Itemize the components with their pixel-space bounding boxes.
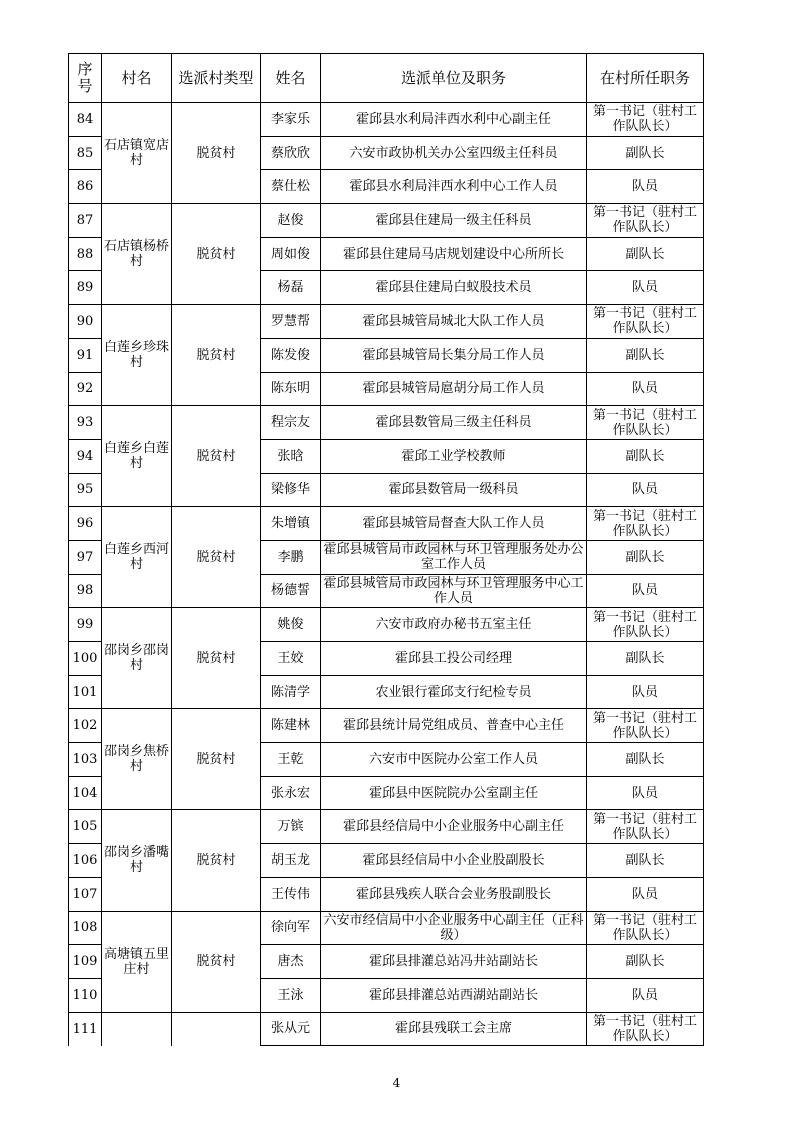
table-row <box>69 305 704 339</box>
name-cell: 杨德誓 <box>261 574 321 608</box>
village-role-cell: 副队长 <box>587 642 704 676</box>
unit-position-cell: 霍邱县工投公司经理 <box>321 642 587 676</box>
header-village: 村名 <box>102 54 172 103</box>
header-village-role: 在村所任职务 <box>587 54 704 103</box>
village-role-cell: 副队长 <box>587 844 704 878</box>
name-cell: 王姣 <box>261 642 321 676</box>
seq-cell: 85 <box>69 136 102 170</box>
unit-position-cell: 霍邱县城管局市政园林与环卫管理服务中心工作人员 <box>321 574 587 608</box>
seq-cell: 97 <box>69 540 102 574</box>
name-cell: 张永宏 <box>261 776 321 810</box>
seq-cell: 101 <box>69 675 102 709</box>
unit-position-cell: 六安市中医院办公室工作人员 <box>321 743 587 777</box>
unit-position-cell: 霍邱县排灌总站西湖站副站长 <box>321 978 587 1012</box>
name-cell: 王传伟 <box>261 877 321 911</box>
unit-position-cell: 霍邱县城管局市政园林与环卫管理服务处办公室工作人员 <box>321 540 587 574</box>
name-cell: 赵俊 <box>261 204 321 238</box>
seq-cell: 109 <box>69 945 102 979</box>
seq-cell: 99 <box>69 608 102 642</box>
header-name: 姓名 <box>261 54 321 103</box>
unit-position-cell: 霍邱县数管局三级主任科员 <box>321 406 587 440</box>
seq-cell: 96 <box>69 507 102 541</box>
unit-position-cell: 霍邱县排灌总站冯井站副站长 <box>321 945 587 979</box>
seq-cell: 106 <box>69 844 102 878</box>
name-cell: 李家乐 <box>261 103 321 137</box>
name-cell: 唐杰 <box>261 945 321 979</box>
name-cell: 陈东明 <box>261 372 321 406</box>
village-cell <box>102 1012 172 1046</box>
village-role-cell: 第一书记（驻村工作队队长） <box>587 204 704 238</box>
village-role-cell: 第一书记（驻村工作队队长） <box>587 911 704 945</box>
seq-cell: 92 <box>69 372 102 406</box>
name-cell: 李鹏 <box>261 540 321 574</box>
name-cell: 王泳 <box>261 978 321 1012</box>
village-type-cell: 脱贫村 <box>172 103 261 204</box>
village-cell: 白莲乡西河村 <box>102 507 172 608</box>
unit-position-cell: 六安市经信局中小企业服务中心副主任（正科级） <box>321 911 587 945</box>
name-cell: 万镔 <box>261 810 321 844</box>
village-type-cell: 脱贫村 <box>172 305 261 406</box>
unit-position-cell: 霍邱县残疾人联合会业务股副股长 <box>321 877 587 911</box>
village-role-cell: 副队长 <box>587 136 704 170</box>
name-cell: 王乾 <box>261 743 321 777</box>
seq-cell: 103 <box>69 743 102 777</box>
name-cell: 罗慧帮 <box>261 305 321 339</box>
seq-cell: 89 <box>69 271 102 305</box>
village-type-cell: 脱贫村 <box>172 911 261 1012</box>
seq-cell: 98 <box>69 574 102 608</box>
unit-position-cell: 霍邱县经信局中小企业股副股长 <box>321 844 587 878</box>
village-role-cell: 队员 <box>587 978 704 1012</box>
header-unit-position: 选派单位及职务 <box>321 54 587 103</box>
village-cell: 白莲乡珍珠村 <box>102 305 172 406</box>
seq-cell: 93 <box>69 406 102 440</box>
name-cell: 朱增镇 <box>261 507 321 541</box>
unit-position-cell: 霍邱县数管局一级科员 <box>321 473 587 507</box>
table-row <box>69 406 704 440</box>
name-cell: 徐向军 <box>261 911 321 945</box>
village-role-cell: 队员 <box>587 170 704 204</box>
unit-position-cell: 霍邱县住建局白蚁股技术员 <box>321 271 587 305</box>
seq-cell: 95 <box>69 473 102 507</box>
village-cell: 邵岗乡邵岗村 <box>102 608 172 709</box>
village-role-cell: 第一书记（驻村工作队队长） <box>587 507 704 541</box>
page-number: 4 <box>392 1076 401 1090</box>
unit-position-cell: 霍邱县城管局督查大队工作人员 <box>321 507 587 541</box>
header-village-type: 选派村类型 <box>172 54 261 103</box>
village-type-cell: 脱贫村 <box>172 608 261 709</box>
unit-position-cell: 霍邱县住建局一级主任科员 <box>321 204 587 238</box>
seq-cell: 102 <box>69 709 102 743</box>
seq-cell: 111 <box>69 1012 102 1046</box>
village-role-cell: 队员 <box>587 776 704 810</box>
village-role-cell: 副队长 <box>587 237 704 271</box>
village-role-cell: 第一书记（驻村工作队队长） <box>587 810 704 844</box>
village-type-cell: 脱贫村 <box>172 406 261 507</box>
name-cell: 陈建林 <box>261 709 321 743</box>
village-role-cell: 第一书记（驻村工作队队长） <box>587 1012 704 1046</box>
unit-position-cell: 霍邱县残联工会主席 <box>321 1012 587 1046</box>
seq-cell: 105 <box>69 810 102 844</box>
header-seq: 序号 <box>69 54 102 103</box>
village-type-cell: 脱贫村 <box>172 709 261 810</box>
village-role-cell: 第一书记（驻村工作队队长） <box>587 305 704 339</box>
seq-cell: 91 <box>69 338 102 372</box>
unit-position-cell: 霍邱县中医院院办公室副主任 <box>321 776 587 810</box>
table-row <box>69 507 704 541</box>
village-type-cell: 脱贫村 <box>172 507 261 608</box>
village-cell: 邵岗乡焦桥村 <box>102 709 172 810</box>
name-cell: 蔡仕松 <box>261 170 321 204</box>
unit-position-cell: 霍邱县城管局扈胡分局工作人员 <box>321 372 587 406</box>
unit-position-cell: 霍邱县水利局沣西水利中心工作人员 <box>321 170 587 204</box>
seq-cell: 100 <box>69 642 102 676</box>
name-cell: 张从元 <box>261 1012 321 1046</box>
village-role-cell: 第一书记（驻村工作队队长） <box>587 406 704 440</box>
table-row <box>69 103 704 137</box>
name-cell: 梁修华 <box>261 473 321 507</box>
name-cell: 程宗友 <box>261 406 321 440</box>
village-role-cell: 副队长 <box>587 945 704 979</box>
village-cell: 石店镇宽店村 <box>102 103 172 204</box>
village-role-cell: 第一书记（驻村工作队队长） <box>587 608 704 642</box>
name-cell: 姚俊 <box>261 608 321 642</box>
unit-position-cell: 六安市政协机关办公室四级主任科员 <box>321 136 587 170</box>
village-cell: 邵岗乡潘嘴村 <box>102 810 172 911</box>
village-cell: 高塘镇五里庄村 <box>102 911 172 1012</box>
village-role-cell: 队员 <box>587 271 704 305</box>
village-role-cell: 副队长 <box>587 439 704 473</box>
village-role-cell: 副队长 <box>587 743 704 777</box>
seq-cell: 108 <box>69 911 102 945</box>
unit-position-cell: 农业银行霍邱支行纪检专员 <box>321 675 587 709</box>
unit-position-cell: 霍邱工业学校教师 <box>321 439 587 473</box>
seq-cell: 104 <box>69 776 102 810</box>
village-role-cell: 队员 <box>587 675 704 709</box>
seq-cell: 107 <box>69 877 102 911</box>
table-row <box>69 911 704 945</box>
name-cell: 蔡欣欣 <box>261 136 321 170</box>
unit-position-cell: 霍邱县住建局马店规划建设中心所所长 <box>321 237 587 271</box>
table-row <box>69 608 704 642</box>
village-type-cell: 脱贫村 <box>172 810 261 911</box>
table-row <box>69 810 704 844</box>
seq-cell: 84 <box>69 103 102 137</box>
village-cell: 石店镇杨桥村 <box>102 204 172 305</box>
unit-position-cell: 霍邱县经信局中小企业服务中心副主任 <box>321 810 587 844</box>
unit-position-cell: 霍邱县水利局沣西水利中心副主任 <box>321 103 587 137</box>
table-row <box>69 709 704 743</box>
unit-position-cell: 霍邱县城管局城北大队工作人员 <box>321 305 587 339</box>
name-cell: 陈清学 <box>261 675 321 709</box>
table-header-row <box>69 54 704 103</box>
table-body <box>69 103 704 1046</box>
name-cell: 杨磊 <box>261 271 321 305</box>
village-role-cell: 队员 <box>587 372 704 406</box>
village-role-cell: 队员 <box>587 877 704 911</box>
unit-position-cell: 霍邱县统计局党组成员、普查中心主任 <box>321 709 587 743</box>
name-cell: 周如俊 <box>261 237 321 271</box>
seq-cell: 110 <box>69 978 102 1012</box>
name-cell: 张晗 <box>261 439 321 473</box>
village-role-cell: 队员 <box>587 473 704 507</box>
seq-cell: 86 <box>69 170 102 204</box>
village-role-cell: 队员 <box>587 574 704 608</box>
seq-cell: 90 <box>69 305 102 339</box>
dispatch-roster-table <box>68 53 704 1046</box>
unit-position-cell: 霍邱县城管局长集分局工作人员 <box>321 338 587 372</box>
seq-cell: 94 <box>69 439 102 473</box>
village-type-cell <box>172 1012 261 1046</box>
unit-position-cell: 六安市政府办秘书五室主任 <box>321 608 587 642</box>
village-type-cell: 脱贫村 <box>172 204 261 305</box>
table-row <box>69 1012 704 1046</box>
table-row <box>69 204 704 238</box>
name-cell: 胡玉龙 <box>261 844 321 878</box>
name-cell: 陈发俊 <box>261 338 321 372</box>
village-cell: 白莲乡白莲村 <box>102 406 172 507</box>
village-role-cell: 副队长 <box>587 540 704 574</box>
village-role-cell: 副队长 <box>587 338 704 372</box>
seq-cell: 88 <box>69 237 102 271</box>
village-role-cell: 第一书记（驻村工作队队长） <box>587 709 704 743</box>
seq-cell: 87 <box>69 204 102 238</box>
village-role-cell: 第一书记（驻村工作队队长） <box>587 103 704 137</box>
